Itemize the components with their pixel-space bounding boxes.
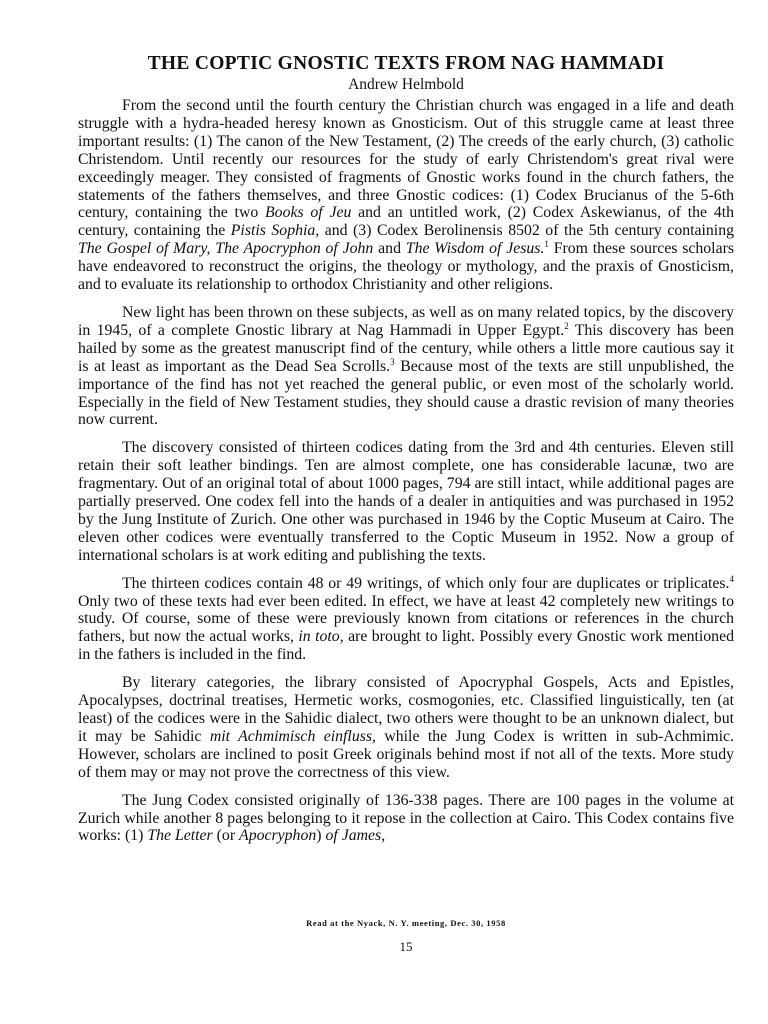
text-run: New light has been thrown on these subjects, as well as on many related topics, by the discovery in 1945, of a complete Gnostic library at Nag Hammadi in Upper Egypt. [78,303,734,339]
paragraph-4 [78,575,734,665]
paragraph-1 [78,97,734,294]
article-title: THE COPTIC GNOSTIC TEXTS FROM NAG HAMMADI [147,53,665,74]
text-run: Because most of the texts are still unpublished, the importance of the find has not yet reached the general public, or even most of the scholarly world. Especially in the field of New Testament studies, they should cause a drastic revision of many theories now current. [78,357,734,429]
text-run: From the second until the fourth century the Christian church was engaged in a life and death struggle with a hydra-headed heresy known as Gnosticism. Out of this struggle came at least three important results: (1) The canon of the New Testament, (2) The creeds of the early church, (3) catholic Christendom. Until recently our resources for the study of early Christendom's great rival were exceedingly meager. They consisted of fragments of Gnostic works found in the church fathers, the statements of the fathers themselves, and three Gnostic codices: (1) Codex Brucianus of the 5-6th century, containing the two [78,97,734,222]
italic-phrase: in toto, [298,628,344,646]
italic-title: Apocryphon [239,827,317,845]
footnote-ref: 4 [729,573,734,584]
meeting-footnote: Read at the Nyack, N. Y. meeting, Dec. 30, 1958 [306,918,506,928]
paragraph-2 [78,304,734,429]
footnote-ref: 3 [390,356,395,367]
italic-title: Pistis Sophia, [230,222,320,240]
italic-title: Books of Jeu [265,204,352,222]
footnote-ref: 2 [564,320,569,331]
paragraph-3: The discovery consisted of thirteen codices dating from the 3rd and 4th centuries. Eleven still retain their soft leather bindings. Ten are almost complete, one has considerable lacunæ, two are fragmentary. Out of an original total of about 1000 pages, 794 are still intact, while additional pages are partially preserved. One codex fell into the hands of a dealer in antiquities and was purchased in 1952 by the Jung Institute of Zurich. One other was purchased in 1946 by the Coptic Museum at Cairo. The eleven other codices were eventually transferred to the Coptic Museum in 1952. Now a group of international scholars is at work editing and publishing the texts. [78,439,734,564]
text-run: The Jung Codex consisted originally of 136-338 pages. There are 100 pages in the volume at Zurich while another 8 pages belonging to it repose in the collection at Cairo. This Codex contains five works: (1) [78,791,734,845]
text-run: This discovery has been hailed by some as the greatest manuscript find of the century, while others a little more cautious say it is at least as important as the Dead Sea Scrolls. [78,321,734,375]
author-name: Andrew Helmbold [348,76,464,93]
page-number: 15 [399,939,413,954]
paragraph-6 [78,792,734,846]
italic-title: of James, [325,827,386,845]
text-run: The thirteen codices contain 48 or 49 writings, of which only four are duplicates or triplicates. [122,574,730,592]
text-run: and an untitled work, (2) Codex Askewianus, of the 4th century, containing the [78,204,734,240]
italic-title: The Wisdom of Jesus. [405,240,545,258]
text-run: ) [316,827,326,845]
text-run: (or [212,827,240,845]
text-run: By literary categories, the library consisted of Apocryphal Gospels, Acts and Epistles, Apocalypses, doctrinal treatises, Hermetic works, cosmogonies, etc. Classified linguistically, ten (at least) of the codices were in the Sahidic dialect, two others were thought to be an unknown dialect, but it may be Sahidic [78,674,734,745]
italic-phrase: mit Achmimisch einfluss, [209,727,376,745]
italic-title: The Gospel of Mary, The Apocryphon of John [78,240,374,258]
footnote-ref: 1 [544,239,549,250]
article-page [78,52,734,855]
italic-title: The Letter [147,827,213,845]
text-run: Only two of these texts had ever been edited. In effect, we have at least 42 completely new writings to study. Of course, some of these were previously known from citations or references in the church fathers, but now the actual works, [78,592,734,646]
text-run: while the Jung Codex is written in sub-Achmimic. However, scholars are inclined to posit Greek originals behind most if not all of the texts. More study of them may or may not prove the correctness of this view. [78,727,734,781]
text-run: From these sources scholars have endeavored to reconstruct the origins, the theology or mythology, and the praxis of Gnosticism, and to evaluate its relationship to orthodox Christianity and other religions. [78,240,734,294]
text-run: are brought to light. Possibly every Gnostic work mentioned in the fathers is included in the find. [78,628,734,664]
paragraph-5 [78,674,734,781]
text-run: and (3) Codex Berolinensis 8502 of the 5th century containing [319,222,734,240]
text-run: and [373,240,406,258]
